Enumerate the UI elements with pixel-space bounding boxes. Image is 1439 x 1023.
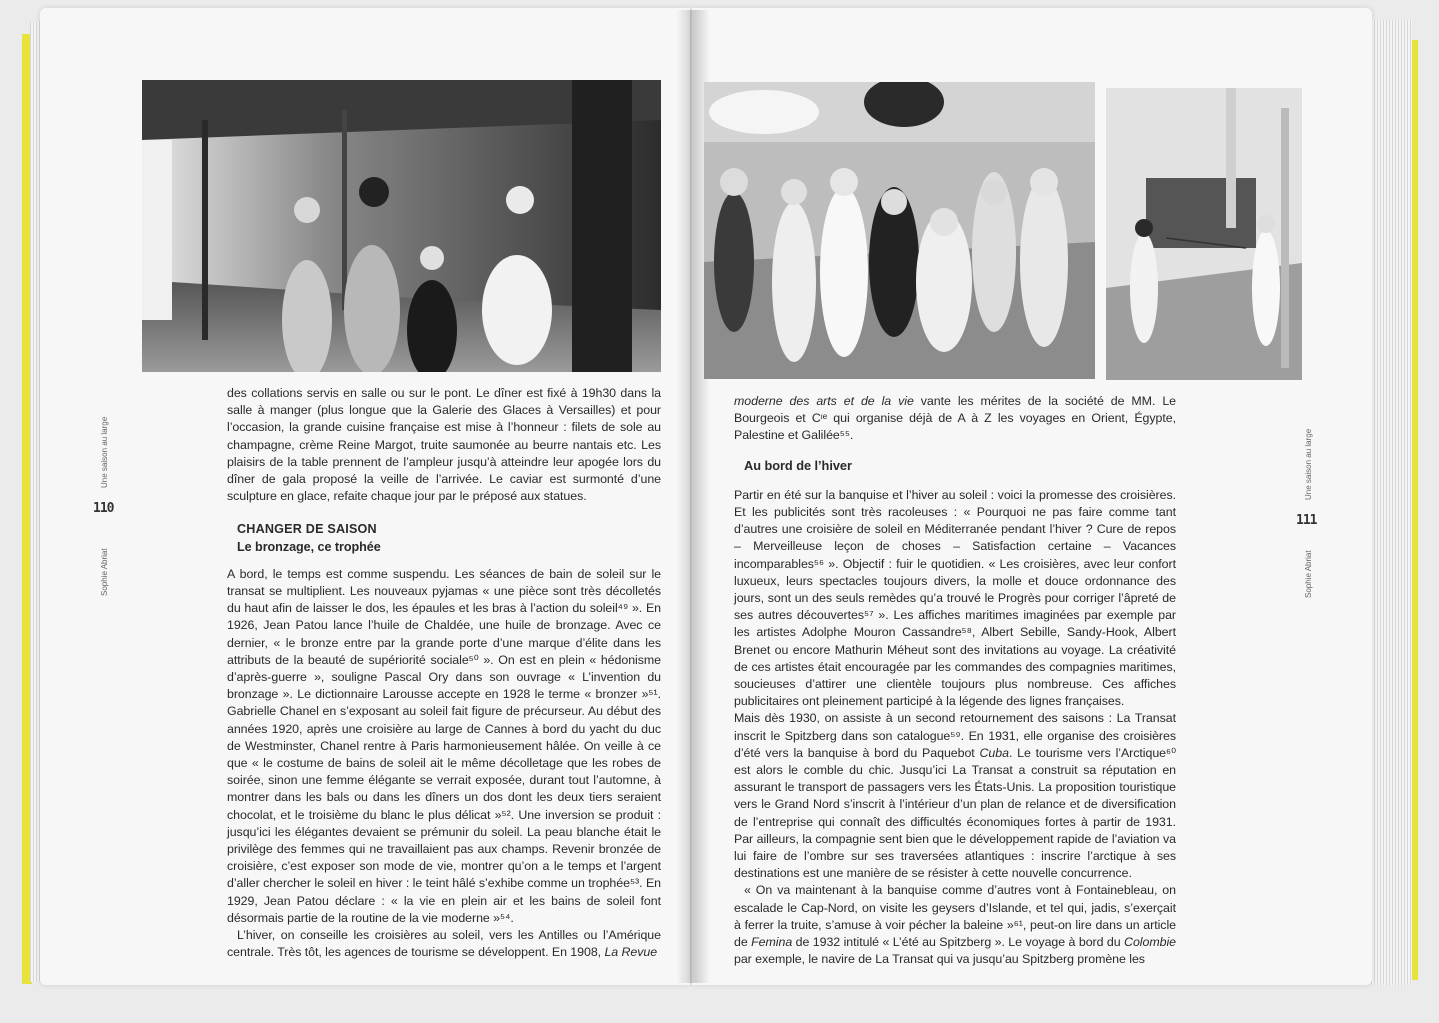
right-running-title: Une saison au large bbox=[1304, 428, 1313, 500]
right-text-column bbox=[734, 393, 1176, 969]
right-page-number: 111 bbox=[1296, 513, 1317, 528]
left-page-number: 110 bbox=[93, 501, 114, 516]
left-author: Sophie Abriat bbox=[100, 548, 109, 596]
left-running-title: Une saison au large bbox=[100, 416, 109, 488]
paragraph: des collations servis en salle ou sur le pont. Le dîner est fixé à 19h30 dans la salle à manger (plus longue que la Galerie des Glaces à Versailles) et pour l’occasion, la grande cuisine française est mise à l’honneur : filets de sole au champagne, crème Reine Margot, truite saumonée au beurre nantais etc. Les plaisirs de la table prennent de l’ampleur jusqu’à atteindre leur apogée lors du dîner de gala proposé la veille de l’arrivée. Le caviar est surmonté d’une sculpture en glace, refaite chaque jour par le préposé aux statues. bbox=[227, 386, 661, 504]
section-heading: Au bord de l’hiver bbox=[744, 457, 852, 473]
right-author: Sophie Abriat bbox=[1304, 550, 1313, 598]
paragraph: Partir en été sur la banquise et l’hiver au soleil : voici la promesse des croisières. Et les publicités sont très racoleuses : « Pourquoi ne pas faire comme tant d’autres une croisière de soleil en Méditerranée pendant l’hiver ? Cure de repos – Merveilleuse leçon de choses – Satisfaction certaine – Vacances incomparables⁵⁶ ». Objectif : fuir le quotidien. « Les croisières, avec leur confort luxueux, leurs spectacles toujours divers, la molle et douce ordonnance des jours, sont un des seuls remèdes qu’a trouvé le Progrès pour corriger l’âpreté de ses autres découvertes⁵⁷ ». Les affiches maritimes imaginées par exemple par les artistes Adolphe Mouron Cassandre⁵⁸, Albert Sebille, Sandy-Hook, Albert Brenet ou encore Mathurin Méheut sont des invitations au voyage. La créativité de ces artistes était encouragée par les commandes des compagnies maritimes, soucieuses d’attirer une clientèle toujours plus nombreuse. Ces affiches publicitaires ont pleinement participé à la légende des lignes françaises. bbox=[734, 487, 1176, 709]
section-subheading: Le bronzage, ce trophée bbox=[237, 539, 381, 554]
passengers-group-on-deck-photo bbox=[704, 82, 1095, 379]
left-text-column bbox=[227, 385, 661, 962]
paragraph: « On va maintenant à la banquise comme d’autres vont à Fontainebleau, on escalade le Cap-Nord, on visite les geysers d’Islande, et tel qui, jadis, s’exerçait à ferrer la truite, s’amuse à voir pécher la baleine »⁶¹, peut-on lire dans un article de Femina de 1932 intitulé « L’été au Spitzberg ». Le voyage à bord du Colombie par exemple, le navire de La Transat qui va jusqu’au Spitzberg promène les bbox=[734, 883, 1176, 967]
paragraph: L’hiver, on conseille les croisières au soleil, vers les Antilles ou l’Amérique centrale. Très tôt, les agences de tourisme se développent. En 1908, La Revue bbox=[227, 928, 661, 960]
fencing-on-deck-photo bbox=[1106, 88, 1302, 380]
paragraph: Mais dès 1930, on assiste à un second retournement des saisons : La Transat inscrit le Spitzberg dans son catalogue⁵⁹. En 1931, elle organise des croisières d’été vers la banquise à bord du Paquebot Cuba. Le tourisme vers l’Arctique⁶⁰ est alors le comble du chic. Jusqu’ici La Transat a construit sa réputation en assurant le transport de passagers vers les États-Unis. La proposition touristique vers le Grand Nord s’inscrit à l’intérieur d’un plan de relance et de diversification de l’entreprise qui connaît des difficultés économiques fortes à partir de 1931. Par ailleurs, la compagnie sent bien que le développement rapide de l’aviation va lui faire de l’ombre sur ses traversées atlantiques : inscrire l’arctique à ses destinations est une manière de se résister à cette nouvelle concurrence. bbox=[734, 711, 1176, 881]
paragraph: A bord, le temps est comme suspendu. Les séances de bain de soleil sur le transat se multiplient. Les nouveaux pyjamas « une pièce sont très décolletés du haut afin de laisser le dos, les épaules et les bras à l’action du soleil⁴⁹ ». En 1926, Jean Patou lance l’huile de Chaldée, une huile de bronzage. Avec ce dernier, « le bronze entre par la grande porte d’une marque d’élite dans les attributs de la beauté de supériorité sociale⁵⁰ ». On est en plein « hédonisme d’après-guerre », souligne Pascal Ory dans son ouvrage « L’invention du bronzage ». Le dictionnaire Larousse accepte en 1928 le terme « bronzer »⁵¹. Gabrielle Chanel en s’exposant au soleil fait figure de précurseur. Au début des années 1920, après une croisière au large de Cannes à bord du yacht du duc de Westminster, Chanel rentre à Paris harmonieusement hâlée. On veille à ce que « le costume de bains de soleil ait le même décolletage que les robes de soirée, sinon une femme élégante se verrait exposée, durant tout l’automne, à montrer dans les bals ou dans les dîners un dos dont les deux tiers seraient chocolat, et le troisième du blanc le plus délicat »⁵². Une inversion se produit : jusqu’ici les élégantes devaient se prémunir du soleil. La peau blanche était le privilège des femmes qui ne travaillaient pas aux champs. Revenir bronzée de croisière, c’est exposer son mode de vie, montrer qu’on a le temps et l’argent d’aller chercher le soleil en hiver : le teint hâlé s’exhibe comme un trophée⁵³. En 1929, Jean Patou déclare : « la vie en plein air et les bains de soleil font désormais partie de la routine de la vie moderne »⁵⁴. bbox=[227, 566, 661, 925]
paragraph: moderne des arts et de la vie vante les mérites de la société de MM. Le Bourgeois et Cᶦᵉ qui organise déjà de A à Z les voyages en Orient, Égypte, Palestine et Galilée⁵⁵. bbox=[734, 394, 1176, 443]
section-heading: CHANGER DE SAISON bbox=[237, 522, 377, 537]
page-stack-right bbox=[1368, 20, 1412, 985]
children-on-ship-deck-photo bbox=[142, 80, 661, 372]
